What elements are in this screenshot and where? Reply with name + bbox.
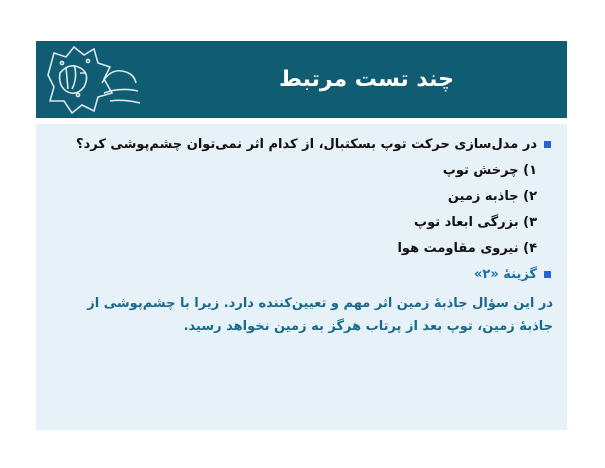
slide-body [36,124,567,430]
answer-text: گزینهٔ «۲» [474,267,537,282]
question-text: در مدل‌سازی حرکت توپ بسکتبال، از کدام اثر نمی‌توان چشم‌پوشی کرد؟ [76,137,537,152]
answer-item [50,262,553,288]
bullet-icon [544,141,551,148]
option-item: ۴) نیروی مقاومت هوا [397,241,537,256]
option-item: ۲) جاذبه زمین [447,189,537,204]
institution-logo-icon [40,43,146,116]
bullet-icon [544,271,551,278]
explanation-text: در این سؤال جاذبهٔ زمین اثر مهم و تعیین‌کننده دارد. زیرا با چشم‌پوشی از جاذبهٔ زمین، توپ بعد از پرتاب هرگز به زمین نخواهد رسید. [87,296,553,334]
slide-title: چند تست مرتبط [279,67,454,92]
content-area [50,132,553,338]
option-item: ۱) چرخش توپ [442,163,537,178]
option-item: ۳) بزرگی ابعاد توپ [414,215,537,230]
slide-header [36,41,567,118]
question-item [50,132,553,158]
